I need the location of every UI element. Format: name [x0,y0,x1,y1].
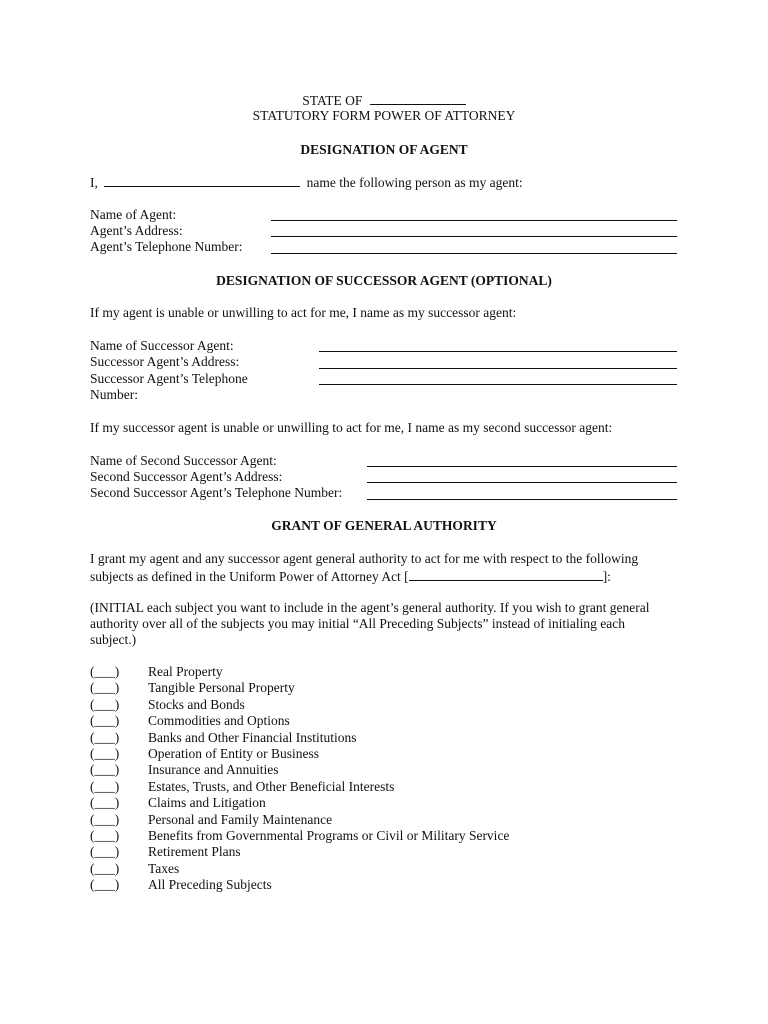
subject-label: Real Property [148,664,223,679]
initial-instructions-line-2: authority over all of the subjects you may initial “All Preceding Subjects” instead of initialing each [90,616,625,631]
second-successor-name-blank[interactable] [367,466,677,467]
successor-heading: DESIGNATION OF SUCCESSOR AGENT (OPTIONAL) [216,273,552,288]
grant-para-line-1: I grant my agent and any successor agent general authority to act for me with respect to the following [90,551,639,566]
subject-label: Tangible Personal Property [148,680,295,696]
subject-label: Benefits from Governmental Programs or Civil or Military Service [148,827,510,843]
agent-name-label: Name of Agent: [90,207,177,222]
second-successor-phone-label: Second Successor Agent’s Telephone Number: [90,485,343,500]
subject-label: Commodities and Options [148,713,290,729]
initial-box[interactable]: (___) [90,811,120,827]
second-successor-intro: If my successor agent is unable or unwilling to act for me, I name as my second successor agent: [90,420,613,435]
subject-label: Banks and Other Financial Institutions [148,729,357,745]
principal-suffix: name the following person as my agent: [306,175,523,190]
subject-label: Claims and Litigation [148,795,266,811]
subject-label: Taxes [148,860,180,876]
agent-phone-label: Agent’s Telephone Number: [90,239,243,254]
initial-box[interactable]: (___) [90,795,120,811]
initial-box[interactable]: (___) [90,844,120,860]
initial-box[interactable]: (___) [90,696,120,712]
initial-box[interactable]: (___) [90,664,120,679]
initial-box[interactable]: (___) [90,745,120,761]
subject-label: Stocks and Bonds [148,696,245,712]
state-line [0,92,768,109]
grant-act-suffix: ]: [602,569,611,584]
second-successor-address-label: Second Successor Agent’s Address: [90,469,283,484]
principal-prefix: I, [90,175,98,190]
initial-box[interactable]: (___) [90,778,120,794]
second-successor-address-blank[interactable] [367,482,677,483]
grant-para-line-2 [90,568,611,585]
agent-name-blank[interactable] [271,220,677,221]
agent-phone-blank[interactable] [271,253,677,254]
grant-act-prefix: subjects as defined in the Uniform Power of Attorney Act [ [90,569,409,584]
successor-phone-blank[interactable] [319,384,677,385]
agent-address-label: Agent’s Address: [90,223,183,238]
form-title: STATUTORY FORM POWER OF ATTORNEY [252,108,516,123]
subject-label: Insurance and Annuities [148,762,279,778]
successor-phone-label-1: Successor Agent’s Telephone [90,371,248,386]
initial-box[interactable]: (___) [90,860,120,876]
successor-name-blank[interactable] [319,351,677,352]
second-successor-name-label: Name of Second Successor Agent: [90,453,277,468]
subject-label: Estates, Trusts, and Other Beneficial Interests [148,778,395,794]
principal-name-blank[interactable] [104,174,300,187]
subject-label: Operation of Entity or Business [148,745,319,761]
principal-line [90,174,523,191]
successor-address-blank[interactable] [319,368,677,369]
state-label: STATE OF [302,93,363,108]
designation-agent-heading: DESIGNATION OF AGENT [300,142,468,157]
successor-name-label: Name of Successor Agent: [90,338,234,353]
subject-label: All Preceding Subjects [148,877,272,893]
successor-phone-label-2: Number: [90,387,138,402]
successor-intro: If my agent is unable or unwilling to act for me, I name as my successor agent: [90,305,517,320]
initial-box[interactable]: (___) [90,729,120,745]
initial-instructions-line-1: (INITIAL each subject you want to include in the agent’s general authority. If you wish to grant general [90,600,650,615]
initial-box[interactable]: (___) [90,713,120,729]
act-citation-blank[interactable] [409,568,603,581]
initial-box[interactable]: (___) [90,877,120,893]
initial-instructions-line-3: subject.) [90,632,137,647]
initial-box[interactable]: (___) [90,680,120,696]
state-blank[interactable] [370,92,466,105]
successor-address-label: Successor Agent’s Address: [90,354,240,369]
general-authority-heading: GRANT OF GENERAL AUTHORITY [271,518,497,533]
initial-box[interactable]: (___) [90,762,120,778]
initial-box[interactable]: (___) [90,827,120,843]
subject-label: Retirement Plans [148,844,241,860]
agent-address-blank[interactable] [271,236,677,237]
second-successor-phone-blank[interactable] [367,499,677,500]
subject-label: Personal and Family Maintenance [148,811,333,827]
